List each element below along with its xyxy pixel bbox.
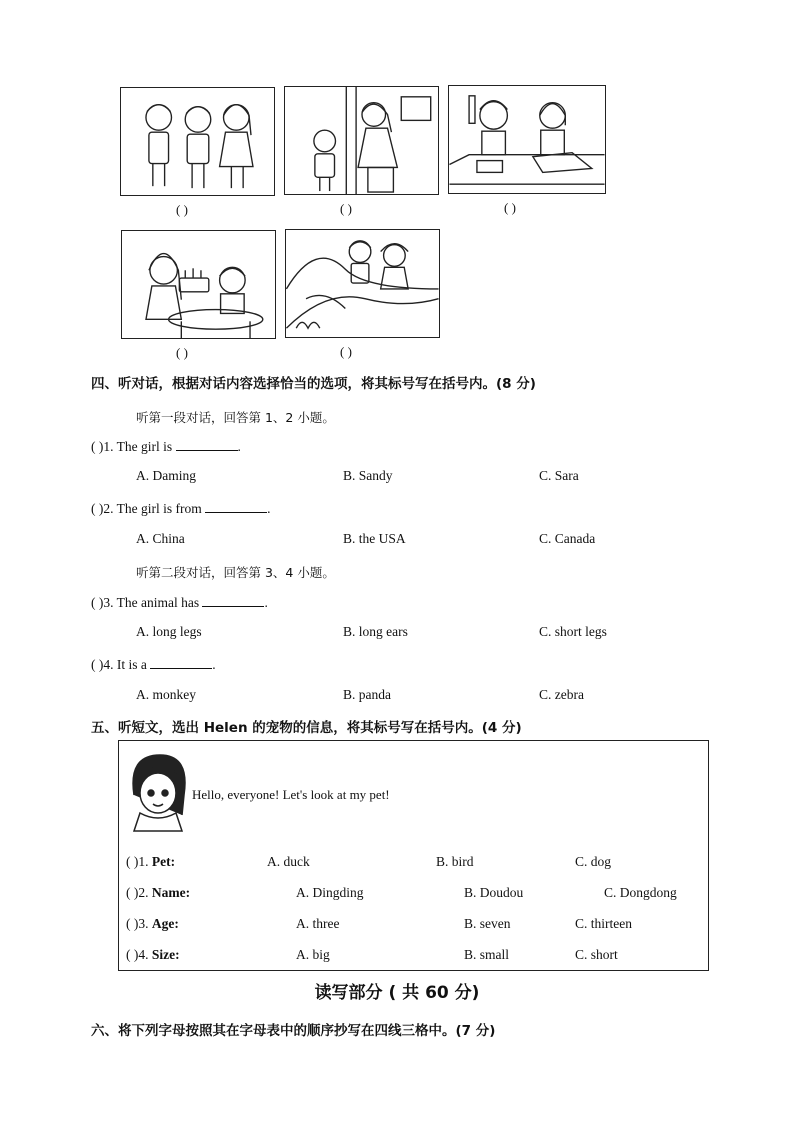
q1-option-c[interactable]: C. Sara (539, 468, 579, 483)
q3-option-c[interactable]: C. short legs (539, 624, 607, 639)
answer-paren[interactable]: ( ) (91, 595, 104, 610)
q1-option-a[interactable]: A. Daming (136, 468, 196, 483)
section-5-heading: 五、听短文，选出 Helen 的宠物的信息，将其标号写在括号内。(4 分) (91, 720, 522, 736)
question-3: ( )3. The animal has . (91, 595, 268, 610)
children-on-mountain-illustration (286, 230, 439, 337)
picture-4 (121, 230, 276, 339)
age-option-c[interactable]: C. thirteen (575, 916, 632, 931)
item-label: Name: (151, 885, 191, 900)
question-text: 3. The animal has (103, 595, 200, 610)
picture-2-blank[interactable]: ( ) (340, 201, 352, 216)
section-5-box (118, 740, 709, 971)
picture-2 (284, 86, 439, 195)
birthday-cake-illustration (122, 231, 275, 338)
section-4-intro-1: 听第一段对话，回答第 1、2 小题。 (136, 410, 335, 425)
size-option-c[interactable]: C. short (575, 947, 618, 962)
age-option-b[interactable]: B. seven (464, 916, 511, 931)
q4-option-a[interactable]: A. monkey (136, 687, 196, 702)
answer-line[interactable] (202, 594, 264, 607)
children-at-desk-illustration (449, 86, 605, 193)
q4-option-b[interactable]: B. panda (343, 687, 391, 702)
picture-1-blank[interactable]: ( ) (176, 202, 188, 217)
question-2: ( )2. The girl is from . (91, 501, 271, 516)
helen-item-2: ( )2. Name: (126, 885, 191, 900)
answer-paren[interactable]: ( ) (126, 947, 139, 962)
picture-5 (285, 229, 440, 338)
picture-5-blank[interactable]: ( ) (340, 344, 352, 359)
pet-option-a[interactable]: A. duck (267, 854, 310, 869)
q3-option-b[interactable]: B. long ears (343, 624, 408, 639)
size-option-a[interactable]: A. big (296, 947, 330, 962)
answer-paren[interactable]: ( ) (126, 885, 139, 900)
q1-option-b[interactable]: B. Sandy (343, 468, 393, 483)
reading-writing-part-title: 读写部分 ( 共 60 分) (314, 983, 480, 1003)
picture-3-blank[interactable]: ( ) (504, 200, 516, 215)
helen-girl-icon (126, 751, 188, 833)
section-4-heading: 四、听对话，根据对话内容选择恰当的选项，将其标号写在括号内。(8 分) (91, 376, 536, 392)
age-option-a[interactable]: A. three (296, 916, 340, 931)
question-1: ( )1. The girl is . (91, 439, 241, 454)
item-label: Age: (151, 916, 179, 931)
helen-item-4: ( )4. Size: (126, 947, 180, 962)
q2-option-b[interactable]: B. the USA (343, 531, 406, 546)
question-4: ( )4. It is a . (91, 657, 216, 672)
pet-option-b[interactable]: B. bird (436, 854, 474, 869)
answer-line[interactable] (205, 500, 267, 513)
answer-paren[interactable]: ( ) (126, 854, 139, 869)
helen-item-1: ( )1. Pet: (126, 854, 176, 869)
question-text: 1. The girl is (103, 439, 173, 454)
answer-paren[interactable]: ( ) (91, 439, 104, 454)
answer-paren[interactable]: ( ) (91, 501, 104, 516)
picture-3 (448, 85, 606, 194)
q2-option-a[interactable]: A. China (136, 531, 185, 546)
answer-line[interactable] (150, 656, 212, 669)
answer-line[interactable] (176, 438, 238, 451)
q2-option-c[interactable]: C. Canada (539, 531, 596, 546)
name-option-b[interactable]: B. Doudou (464, 885, 524, 900)
three-children-illustration (121, 88, 274, 195)
boy-greeting-teacher-illustration (285, 87, 438, 194)
picture-4-blank[interactable]: ( ) (176, 345, 188, 360)
q3-option-a[interactable]: A. long legs (136, 624, 202, 639)
item-label: Pet: (151, 854, 176, 869)
helen-speech: Hello, everyone! Let's look at my pet! (192, 787, 390, 802)
picture-1 (120, 87, 275, 196)
question-text: 4. It is a (103, 657, 147, 672)
answer-paren[interactable]: ( ) (126, 916, 139, 931)
q4-option-c[interactable]: C. zebra (539, 687, 584, 702)
item-label: Size: (151, 947, 180, 962)
helen-item-3: ( )3. Age: (126, 916, 179, 931)
name-option-c[interactable]: C. Dongdong (604, 885, 677, 900)
section-4-intro-2: 听第二段对话，回答第 3、4 小题。 (136, 565, 335, 580)
section-6-heading: 六、将下列字母按照其在字母表中的顺序抄写在四线三格中。(7 分) (91, 1023, 496, 1039)
size-option-b[interactable]: B. small (464, 947, 510, 962)
question-text: 2. The girl is from (103, 501, 202, 516)
answer-paren[interactable]: ( ) (91, 657, 104, 672)
name-option-a[interactable]: A. Dingding (296, 885, 364, 900)
pet-option-c[interactable]: C. dog (575, 854, 612, 869)
